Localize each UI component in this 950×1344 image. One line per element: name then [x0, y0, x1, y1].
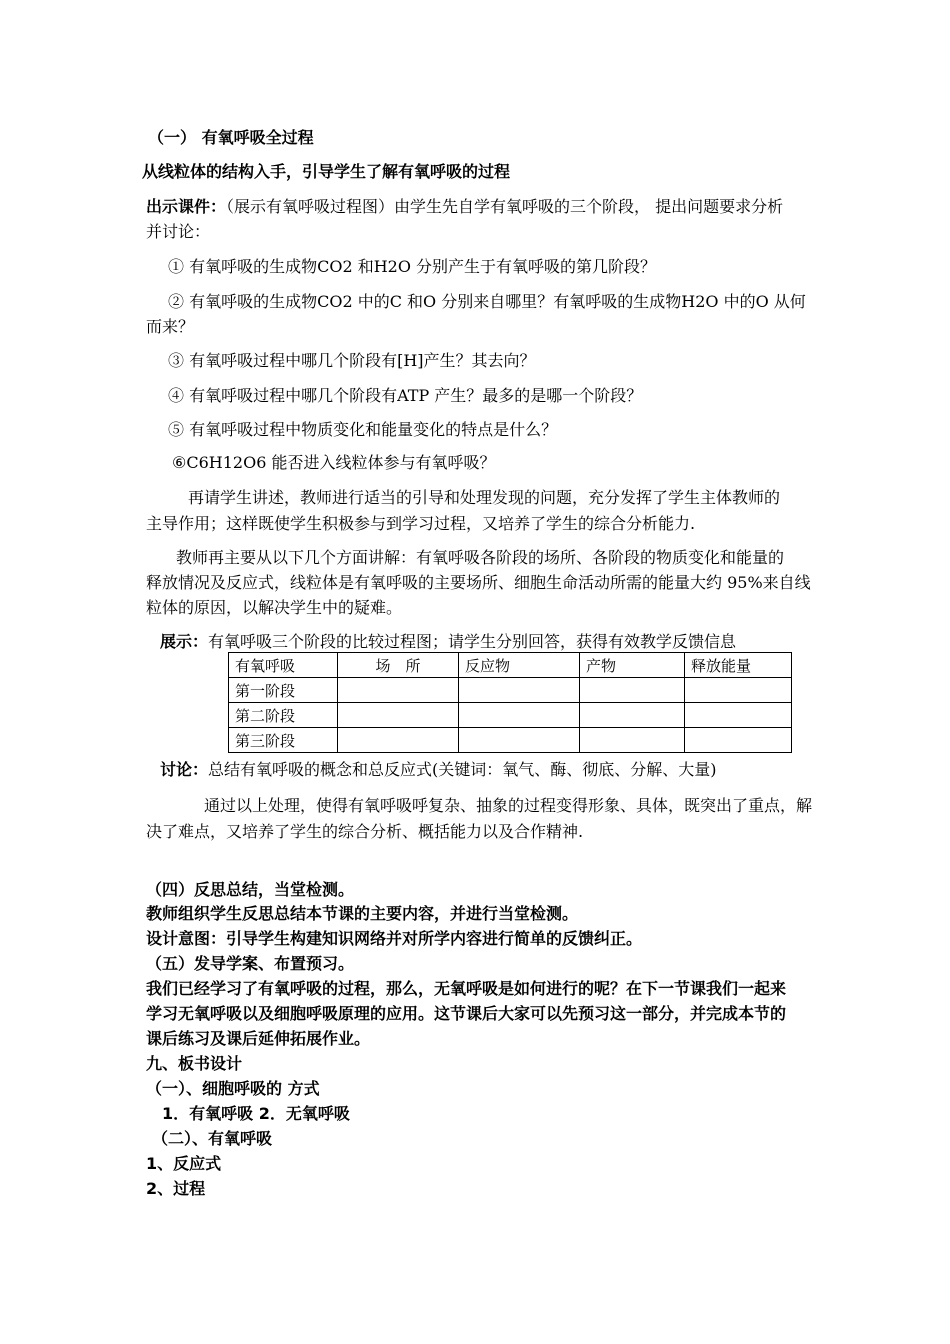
table-cell	[338, 703, 459, 728]
question-2: ② 有氧呼吸的生成物CO2 中的C 和O 分别来自哪里？有氧呼吸的生成物H2O 中的O 从何	[168, 292, 806, 311]
section-heading: （一） 有氧呼吸全过程	[148, 128, 314, 147]
table-cell	[580, 703, 685, 728]
table-cell: 第三阶段	[229, 728, 338, 753]
table-cell	[685, 678, 792, 703]
table-cell	[338, 678, 459, 703]
subheading: 从线粒体的结构入手，引导学生了解有氧呼吸的过程	[142, 162, 511, 181]
paragraph-2: 教师再主要从以下几个方面讲解：有氧呼吸各阶段的场所、各阶段的物质变化和能量的	[176, 548, 785, 567]
question-5: ⑤ 有氧呼吸过程中物质变化和能量变化的特点是什么？	[168, 420, 558, 439]
board-sub-heading: （一）、细胞呼吸的 方式	[146, 1079, 320, 1098]
board-item: 2、过程	[146, 1179, 206, 1198]
show-paragraph	[146, 197, 783, 217]
section-four-line: 教师组织学生反思总结本节课的主要内容，并进行当堂检测。	[146, 904, 579, 923]
table-cell	[685, 703, 792, 728]
display-text: 有氧呼吸三个阶段的比较过程图；请学生分别回答，获得有效教学反馈信息	[208, 632, 737, 651]
paragraph-3: 通过以上处理，使得有氧呼吸呼复杂、抽象的过程变得形象、具体，既突出了重点，解	[204, 796, 813, 815]
board-item: 1、反应式	[146, 1154, 222, 1173]
paragraph-1: 再请学生讲述，教师进行适当的引导和处理发现的问题，充分发挥了学生主体教师的	[188, 488, 781, 507]
section-four-heading: （四）反思总结，当堂检测。	[146, 880, 355, 899]
display-label: 展示：	[160, 632, 209, 651]
comparison-table	[228, 652, 792, 753]
table-row	[229, 678, 792, 703]
board-heading: 九、板书设计	[146, 1054, 243, 1073]
question-6: ⑥C6H12O6 能否进入线粒体参与有氧呼吸？	[172, 453, 496, 472]
table-cell	[459, 728, 580, 753]
table-header: 场 所	[338, 653, 459, 678]
paragraph-3-continued: 决了难点，又培养了学生的综合分析、概括能力以及合作精神.	[146, 822, 584, 841]
section-five-line: 我们已经学习了有氧呼吸的过程，那么，无氧呼吸是如何进行的呢？在下一节课我们一起来	[146, 979, 787, 998]
question-2-continued: 而来？	[146, 317, 195, 336]
paragraph-2-line3: 粒体的原因，以解决学生中的疑难。	[146, 598, 403, 617]
table-row	[229, 728, 792, 753]
section-five-line: 学习无氧呼吸以及细胞呼吸原理的应用。这节课后大家可以先预习这一部分，并完成本节的	[146, 1004, 787, 1023]
section-four-line: 设计意图：引导学生构建知识网络并对所学内容进行简单的反馈纠正。	[146, 929, 643, 948]
section-five-line: 课后练习及课后延伸拓展作业。	[146, 1029, 371, 1048]
question-3: ③ 有氧呼吸过程中哪几个阶段有[H]产生？其去向？	[168, 351, 536, 370]
board-sub-items: 1．有氧呼吸 2．无氧呼吸	[162, 1104, 350, 1123]
table-cell: 第一阶段	[229, 678, 338, 703]
table-header: 释放能量	[685, 653, 792, 678]
table-cell	[459, 703, 580, 728]
table-header: 反应物	[459, 653, 580, 678]
table-row	[229, 703, 792, 728]
table-cell	[580, 678, 685, 703]
show-text-continued: 并讨论：	[146, 222, 211, 241]
board-sub-heading: （二）、有氧呼吸	[152, 1129, 273, 1148]
paragraph-2-line2: 释放情况及反应式，线粒体是有氧呼吸的主要场所、细胞生命活动所需的能量大约 95%来自线	[146, 573, 811, 592]
table-header: 有氧呼吸	[229, 653, 338, 678]
section-five-heading: （五）发导学案、布置预习。	[146, 954, 355, 973]
table-cell	[685, 728, 792, 753]
table-cell: 第二阶段	[229, 703, 338, 728]
table-cell	[338, 728, 459, 753]
question-4: ④ 有氧呼吸过程中哪几个阶段有ATP 产生？最多的是哪一个阶段？	[168, 386, 643, 405]
question-1: ① 有氧呼吸的生成物CO2 和H2O 分别产生于有氧呼吸的第几阶段？	[168, 257, 657, 276]
display-paragraph	[160, 632, 736, 652]
paragraph-1-continued: 主导作用；这样既使学生积极参与到学习过程，又培养了学生的综合分析能力.	[146, 514, 696, 533]
table-cell	[459, 678, 580, 703]
table-header: 产物	[580, 653, 685, 678]
show-text: （展示有氧呼吸过程图）由学生先自学有氧呼吸的三个阶段， 提出问题要求分析	[226, 197, 784, 216]
discuss-label: 讨论：	[160, 760, 209, 779]
table-cell	[580, 728, 685, 753]
table-header-row	[229, 653, 792, 678]
discuss-paragraph	[160, 760, 717, 780]
show-label: 出示课件：	[146, 197, 227, 216]
discuss-text: 总结有氧呼吸的概念和总反应式(关键词：氧气、酶、彻底、分解、大量)	[208, 760, 717, 779]
